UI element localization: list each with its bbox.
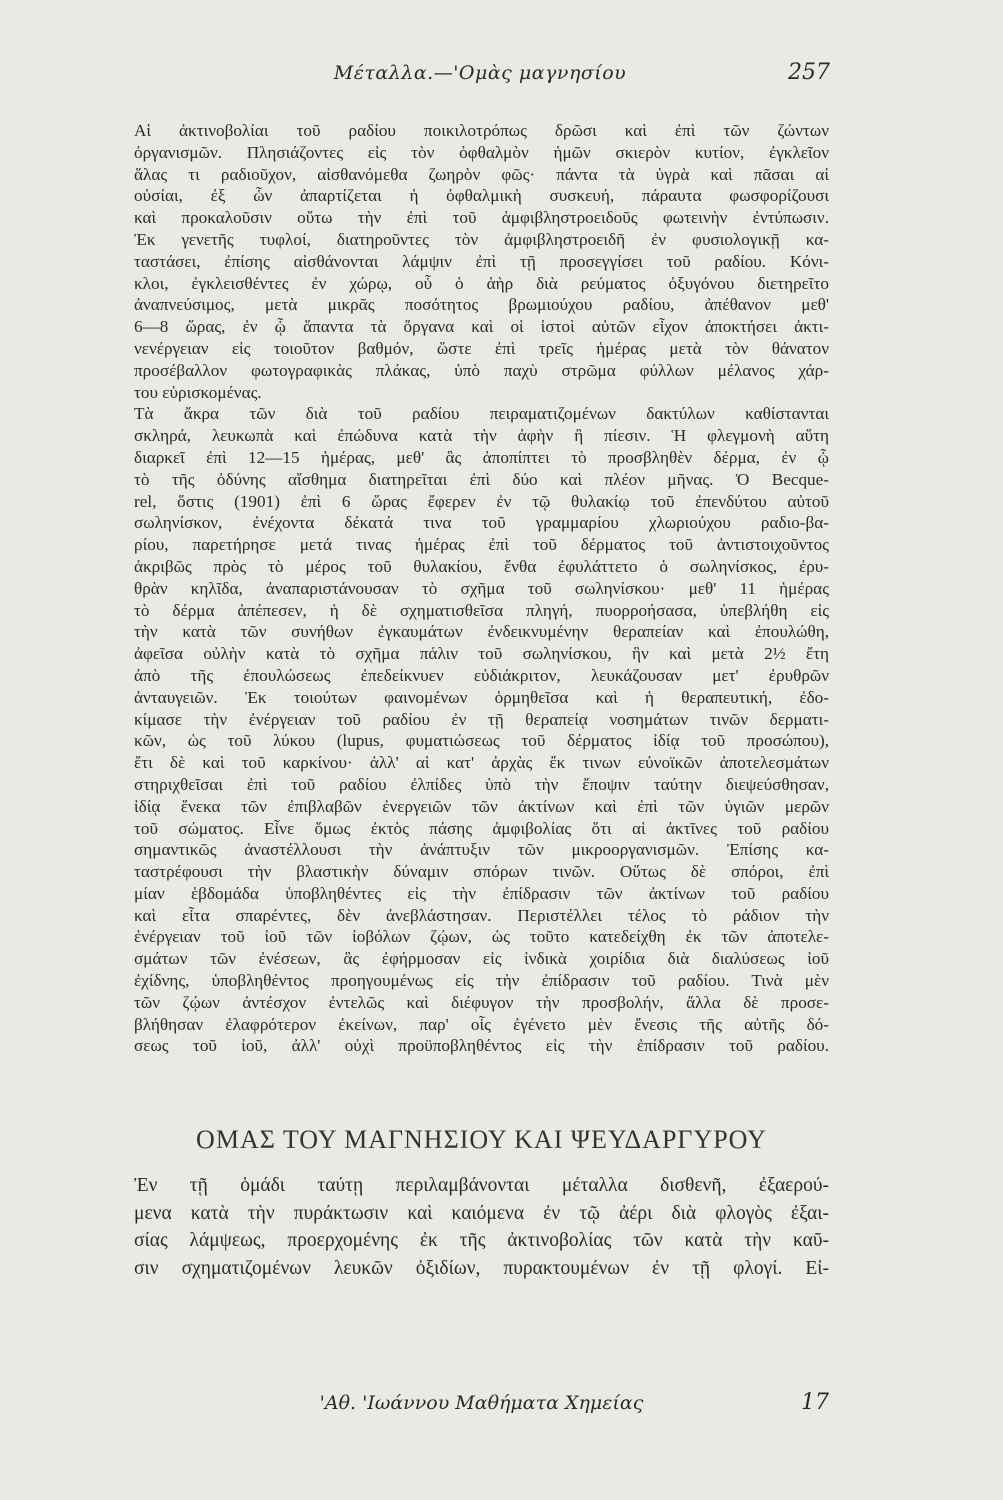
page-footer bbox=[134, 1392, 829, 1422]
section-text-line: μενα κατὰ τὴν πυράκτωσιν καὶ καιόμενα ἐν τῷ ἀέρι διὰ φλογὸς ἐξαι- bbox=[134, 1202, 829, 1224]
text-line: σεως τοῦ ἰοῦ, ἀλλ' οὐχὶ προϋποβληθέντος εἰς τὴν ἐπίδρασιν τοῦ ραδίου. bbox=[134, 1036, 829, 1056]
text-line: νενέργειαν εἰς τοιοῦτον βαθμόν, ὥστε ἐπὶ τρεῖς ἡμέρας μετὰ τὸν θάνατον bbox=[134, 338, 829, 358]
section-paragraph bbox=[134, 1172, 829, 1282]
text-line: Ἐκ γενετῆς τυφλοί, διατηροῦντες τὸν ἀμφιβληστροειδῆ ἐν φυσιολογικῇ κα- bbox=[134, 229, 829, 249]
section-text-line: Ἐν τῇ ὁμάδι ταύτῃ περιλαμβάνονται μέταλλα δισθενῆ, ἐξαερού- bbox=[134, 1175, 829, 1196]
text-line: σωληνίσκον, ἐνέχοντα δέκατά τινα τοῦ γραμμαρίου χλωριούχου ραδιο-βα- bbox=[134, 513, 829, 533]
text-line: του εὑρισκομένας. bbox=[134, 382, 262, 402]
text-line: τῶν ζῴων ἀντέσχον ἐντελῶς καὶ διέφυγον τὴν προσβολήν, ἄλλα δὲ προσε- bbox=[134, 992, 829, 1012]
text-line: διαρκεῖ ἐπὶ 12—15 ἡμέρας, μεθ' ἃς ἀποπίπτει τὸ προσβληθὲν δέρμα, ἐν ᾧ bbox=[134, 447, 829, 467]
text-line: οὐσίαι, ἐξ ὧν ἀπαρτίζεται ἡ ὀφθαλμικὴ συσκευή, πάραυτα φωσφορίζουσι bbox=[134, 186, 829, 206]
running-title: Μέταλλα.—'Ομὰς μαγνησίου bbox=[333, 62, 627, 84]
text-line: ἀφεῖσα οὐλὴν κατὰ τὸ σχῆμα πάλιν τοῦ σωληνίσκου, ἣν καὶ μετὰ 2½ ἔτη bbox=[134, 644, 829, 664]
text-line: τὸ τῆς ὀδύνης αἴσθημα διατηρεῖται ἐπὶ δύο καὶ πλέον μῆνας. Ὁ Becque- bbox=[134, 469, 829, 489]
text-line: ἰδίᾳ ἕνεκα τῶν ἐπιβλαβῶν ἐνεργειῶν τῶν ἀκτίνων καὶ ἐπὶ τῶν ὑγιῶν μερῶν bbox=[134, 796, 829, 816]
text-line: ἀπὸ τῆς ἐπουλώσεως ἐπεδείκνυεν εὐδιάκριτον, λευκάζουσαν μετ' ἐρυθρῶν bbox=[134, 665, 829, 685]
text-line: τοῦ σώματος. Εἶνε ὅμως ἐκτὸς πάσης ἀμφιβολίας ὅτι αἱ ἀκτῖνες τοῦ ραδίου bbox=[134, 818, 829, 838]
text-line: ταστρέφουσι τὴν βλαστικὴν δύναμιν σπόρων τινῶν. Οὕτως δὲ σπόροι, ἐπὶ bbox=[134, 862, 829, 882]
section-heading: ΟΜΑΣ ΤΟΥ ΜΑΓΝΗΣΙΟΥ ΚΑΙ ΨΕΥΔΑΡΓΥΡΟΥ bbox=[196, 1125, 767, 1154]
text-line: βλήθησαν ἐλαφρότερον ἐκείνων, παρ' οἷς ἐγένετο μὲν ἔνεσις τῆς αὐτῆς δό- bbox=[134, 1014, 829, 1034]
text-line: σκληρά, λευκωπὰ καὶ ἐπώδυνα κατὰ τὴν ἀφὴν ἢ πίεσιν. Ἡ φλεγμονὴ αὕτη bbox=[134, 426, 829, 446]
text-line: ἀκριβῶς πρὸς τὸ μέρος τοῦ θυλακίου, ἔνθα ἐφυλάττετο ὁ σωληνίσκος, ἐρυ- bbox=[134, 556, 829, 576]
text-line: rel, ὅστις (1901) ἐπὶ 6 ὥρας ἔφερεν ἐν τῷ θυλακίῳ τοῦ ἐπενδύτου αὐτοῦ bbox=[134, 491, 829, 511]
text-line: καὶ εἶτα σπαρέντες, δὲν ἀνεβλάστησαν. Περιστέλλει τέλος τὸ ράδιον τὴν bbox=[134, 905, 829, 925]
text-line: ἀναπνεύσιμος, μετὰ μικρᾶς ποσότητος βρωμιούχου ραδίου, ἀπέθανον μεθ' bbox=[134, 295, 829, 315]
text-line: κλοι, ἐγκλεισθέντες ἐν χώρῳ, οὗ ὁ ἀὴρ διὰ ρεύματος ὀξυγόνου διετηρεῖτο bbox=[134, 273, 829, 293]
text-line: Αἱ ἀκτινοβολίαι τοῦ ραδίου ποικιλοτρόπως δρῶσι καὶ ἐπὶ τῶν ζώντων bbox=[134, 121, 829, 140]
text-line: ἅλας τι ραδιοῦχον, αἰσθανόμεθα ζωηρὸν φῶς· πάντα τὰ ὑγρὰ καὶ πᾶσαι αἱ bbox=[134, 164, 829, 184]
text-line: ἀνταυγειῶν. Ἐκ τοιούτων φαινομένων ὁρμηθεῖσα καὶ ἡ θεραπευτική, ἐδο- bbox=[134, 687, 829, 707]
section-text-line: σιν σχηματιζομένων λευκῶν ὀξιδίων, πυρακτουμένων ἐν τῇ φλογί. Εἰ- bbox=[134, 1257, 829, 1279]
text-line: 6—8 ὥρας, ἐν ᾧ ἅπαντα τὰ ὄργανα καὶ οἱ ἱστοὶ αὐτῶν εἶχον ἀποκτήσει ἀκτι- bbox=[134, 317, 829, 337]
text-line: προσέβαλλον φωτογραφικὰς πλάκας, ὑπὸ παχὺ στρῶμα φύλλων μέλανος χάρ- bbox=[134, 360, 829, 380]
footer-source: 'Αθ. 'Ιωάννου Μαθήματα Χημείας bbox=[319, 1392, 644, 1414]
text-line: μίαν ἑβδομάδα ὑποβληθέντες εἰς τὴν ἐπίδρασιν τῶν ἀκτίνων τοῦ ραδίου bbox=[134, 883, 829, 903]
text-line: σμάτων τῶν ἐνέσεων, ἃς ἐφήρμοσαν εἰς ἰνδικὰ χοιρίδια διὰ διαλύσεως ἰοῦ bbox=[134, 949, 829, 969]
text-line: καὶ προκαλοῦσιν οὕτω τὴν ἐπὶ τοῦ ἀμφιβληστροειδοῦς φωτεινὴν ἐντύπωσιν. bbox=[134, 208, 829, 228]
text-line: κῶν, ὡς τοῦ λύκου (lupus, φυματιώσεως τοῦ δέρματος ἰδίᾳ τοῦ προσώπου), bbox=[134, 731, 829, 751]
text-line: τὴν κατὰ τῶν συνήθων ἐγκαυμάτων ἐνδεικνυμένην θεραπείαν καὶ ἐπουλώθη, bbox=[134, 622, 829, 642]
text-line: ταστάσει, ἐπίσης αἰσθάνονται λάμψιν ἐπὶ τῇ προσεγγίσει τοῦ ραδίου. Κόνι- bbox=[134, 251, 829, 271]
page-number: 257 bbox=[788, 60, 830, 85]
section-text-line: σίας λάμψεως, προερχομένης ἐκ τῆς ἀκτινοβολίας τῶν κατὰ τὴν καῦ- bbox=[134, 1230, 829, 1252]
text-line: θρὰν κηλῖδα, ἀναπαριστάνουσαν τὸ σχῆμα τοῦ σωληνίσκου· μεθ' 11 ἡμέρας bbox=[134, 578, 829, 598]
text-line: ρίου, παρετήρησε μετά τινας ἡμέρας ἐπὶ τοῦ δέρματος τοῦ ἀντιστοιχοῦντος bbox=[134, 535, 829, 555]
text-line: ὀργανισμῶν. Πλησιάζοντες εἰς τὸν ὀφθαλμὸν ἡμῶν σκιερὸν κυτίον, ἐγκλεῖον bbox=[134, 142, 829, 162]
text-line: τὸ δέρμα ἀπέπεσεν, ἡ δὲ σχηματισθεῖσα πληγή, πυορροήσασα, ὑπεβλήθη εἰς bbox=[134, 600, 829, 620]
text-line: στηριχθεῖσαι ἐπὶ τοῦ ραδίου ἐλπίδες ὑπὸ τὴν ἔποψιν ταύτην διεψεύσθησαν, bbox=[134, 774, 829, 794]
signature-mark: 17 bbox=[801, 1390, 829, 1415]
body-paragraphs bbox=[134, 120, 829, 1057]
text-line: ἔτι δὲ καὶ τοῦ καρκίνου· ἀλλ' αἱ κατ' ἀρχὰς ἔκ τινων εὐνοϊκῶν ἀποτελεσμάτων bbox=[134, 753, 829, 773]
text-line: Τὰ ἄκρα τῶν διὰ τοῦ ραδίου πειραματιζομένων δακτύλων καθίστανται bbox=[134, 404, 829, 424]
text-line: ἐχίδνης, ὑποβληθέντος προηγουμένως εἰς τὴν ἐπίδρασιν τοῦ ραδίου. Τινὰ μὲν bbox=[134, 971, 829, 991]
text-line: κίμασε τὴν ἐνέργειαν τοῦ ραδίου ἐν τῇ θεραπείᾳ νοσημάτων τινῶν δερματι- bbox=[134, 709, 829, 729]
text-line: ἐνέργειαν τοῦ ἰοῦ τῶν ἰοβόλων ζῴων, ὡς τοῦτο κατεδείχθη ἐκ τῶν ἀποτελε- bbox=[134, 927, 829, 947]
text-line: σημαντικῶς ἀναστέλλουσι τὴν ἀνάπτυξιν τῶν μικροοργανισμῶν. Ἐπίσης κα- bbox=[134, 840, 829, 860]
running-head bbox=[130, 62, 830, 92]
